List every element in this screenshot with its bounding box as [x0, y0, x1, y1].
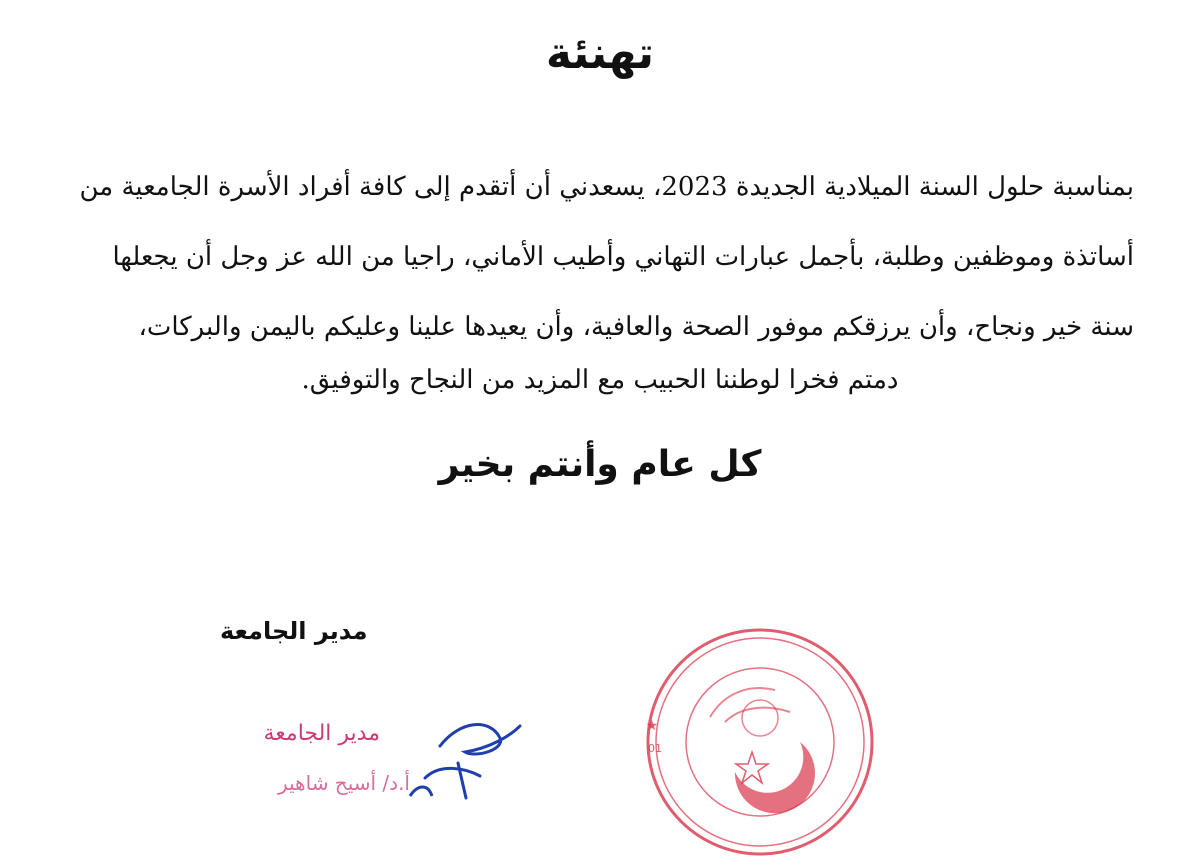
stamp-line-1: مدير الجامعة — [263, 721, 380, 746]
signature-stroke-1 — [440, 725, 520, 754]
signature-stroke-3 — [410, 787, 432, 796]
seal-graphic — [640, 622, 880, 862]
svg-text:01: 01 — [648, 742, 662, 755]
body-line-1: بمناسبة حلول السنة الميلادية الجديدة 2023، يسعدني أن أتقدم إلى كافة أفراد الأسرة الجامعية من — [79, 172, 1134, 202]
signature-stamp — [263, 708, 580, 800]
body-paragraph — [79, 152, 1134, 362]
official-seal — [640, 622, 880, 862]
signature-stroke-2 — [425, 763, 480, 798]
closing-line: دمتم فخرا لوطننا الحبيب مع المزيد من النجاح والتوفيق. — [301, 365, 899, 395]
document-title: تهنئة — [545, 28, 655, 79]
body-line-3: سنة خير ونجاح، وأن يرزقكم موفور الصحة والعافية، وأن يعيدها علينا وعليكم باليمن والبركات، — [138, 312, 1134, 342]
signature-stamp-graphic — [263, 708, 580, 800]
new-year-wish: كل عام وأنتم بخير — [438, 444, 762, 485]
stamp-line-2: أ.د/ أسيح شاهير — [277, 771, 410, 795]
seal-ring-text — [640, 622, 648, 627]
signatory-title: مدير الجامعة — [220, 617, 368, 645]
svg-text:★: ★ — [645, 718, 658, 734]
body-line-2: أساتذة وموظفين وطلبة، بأجمل عبارات التهاني وأطيب الأماني، راجيا من الله عز وجل أن يجعلها — [112, 242, 1134, 272]
